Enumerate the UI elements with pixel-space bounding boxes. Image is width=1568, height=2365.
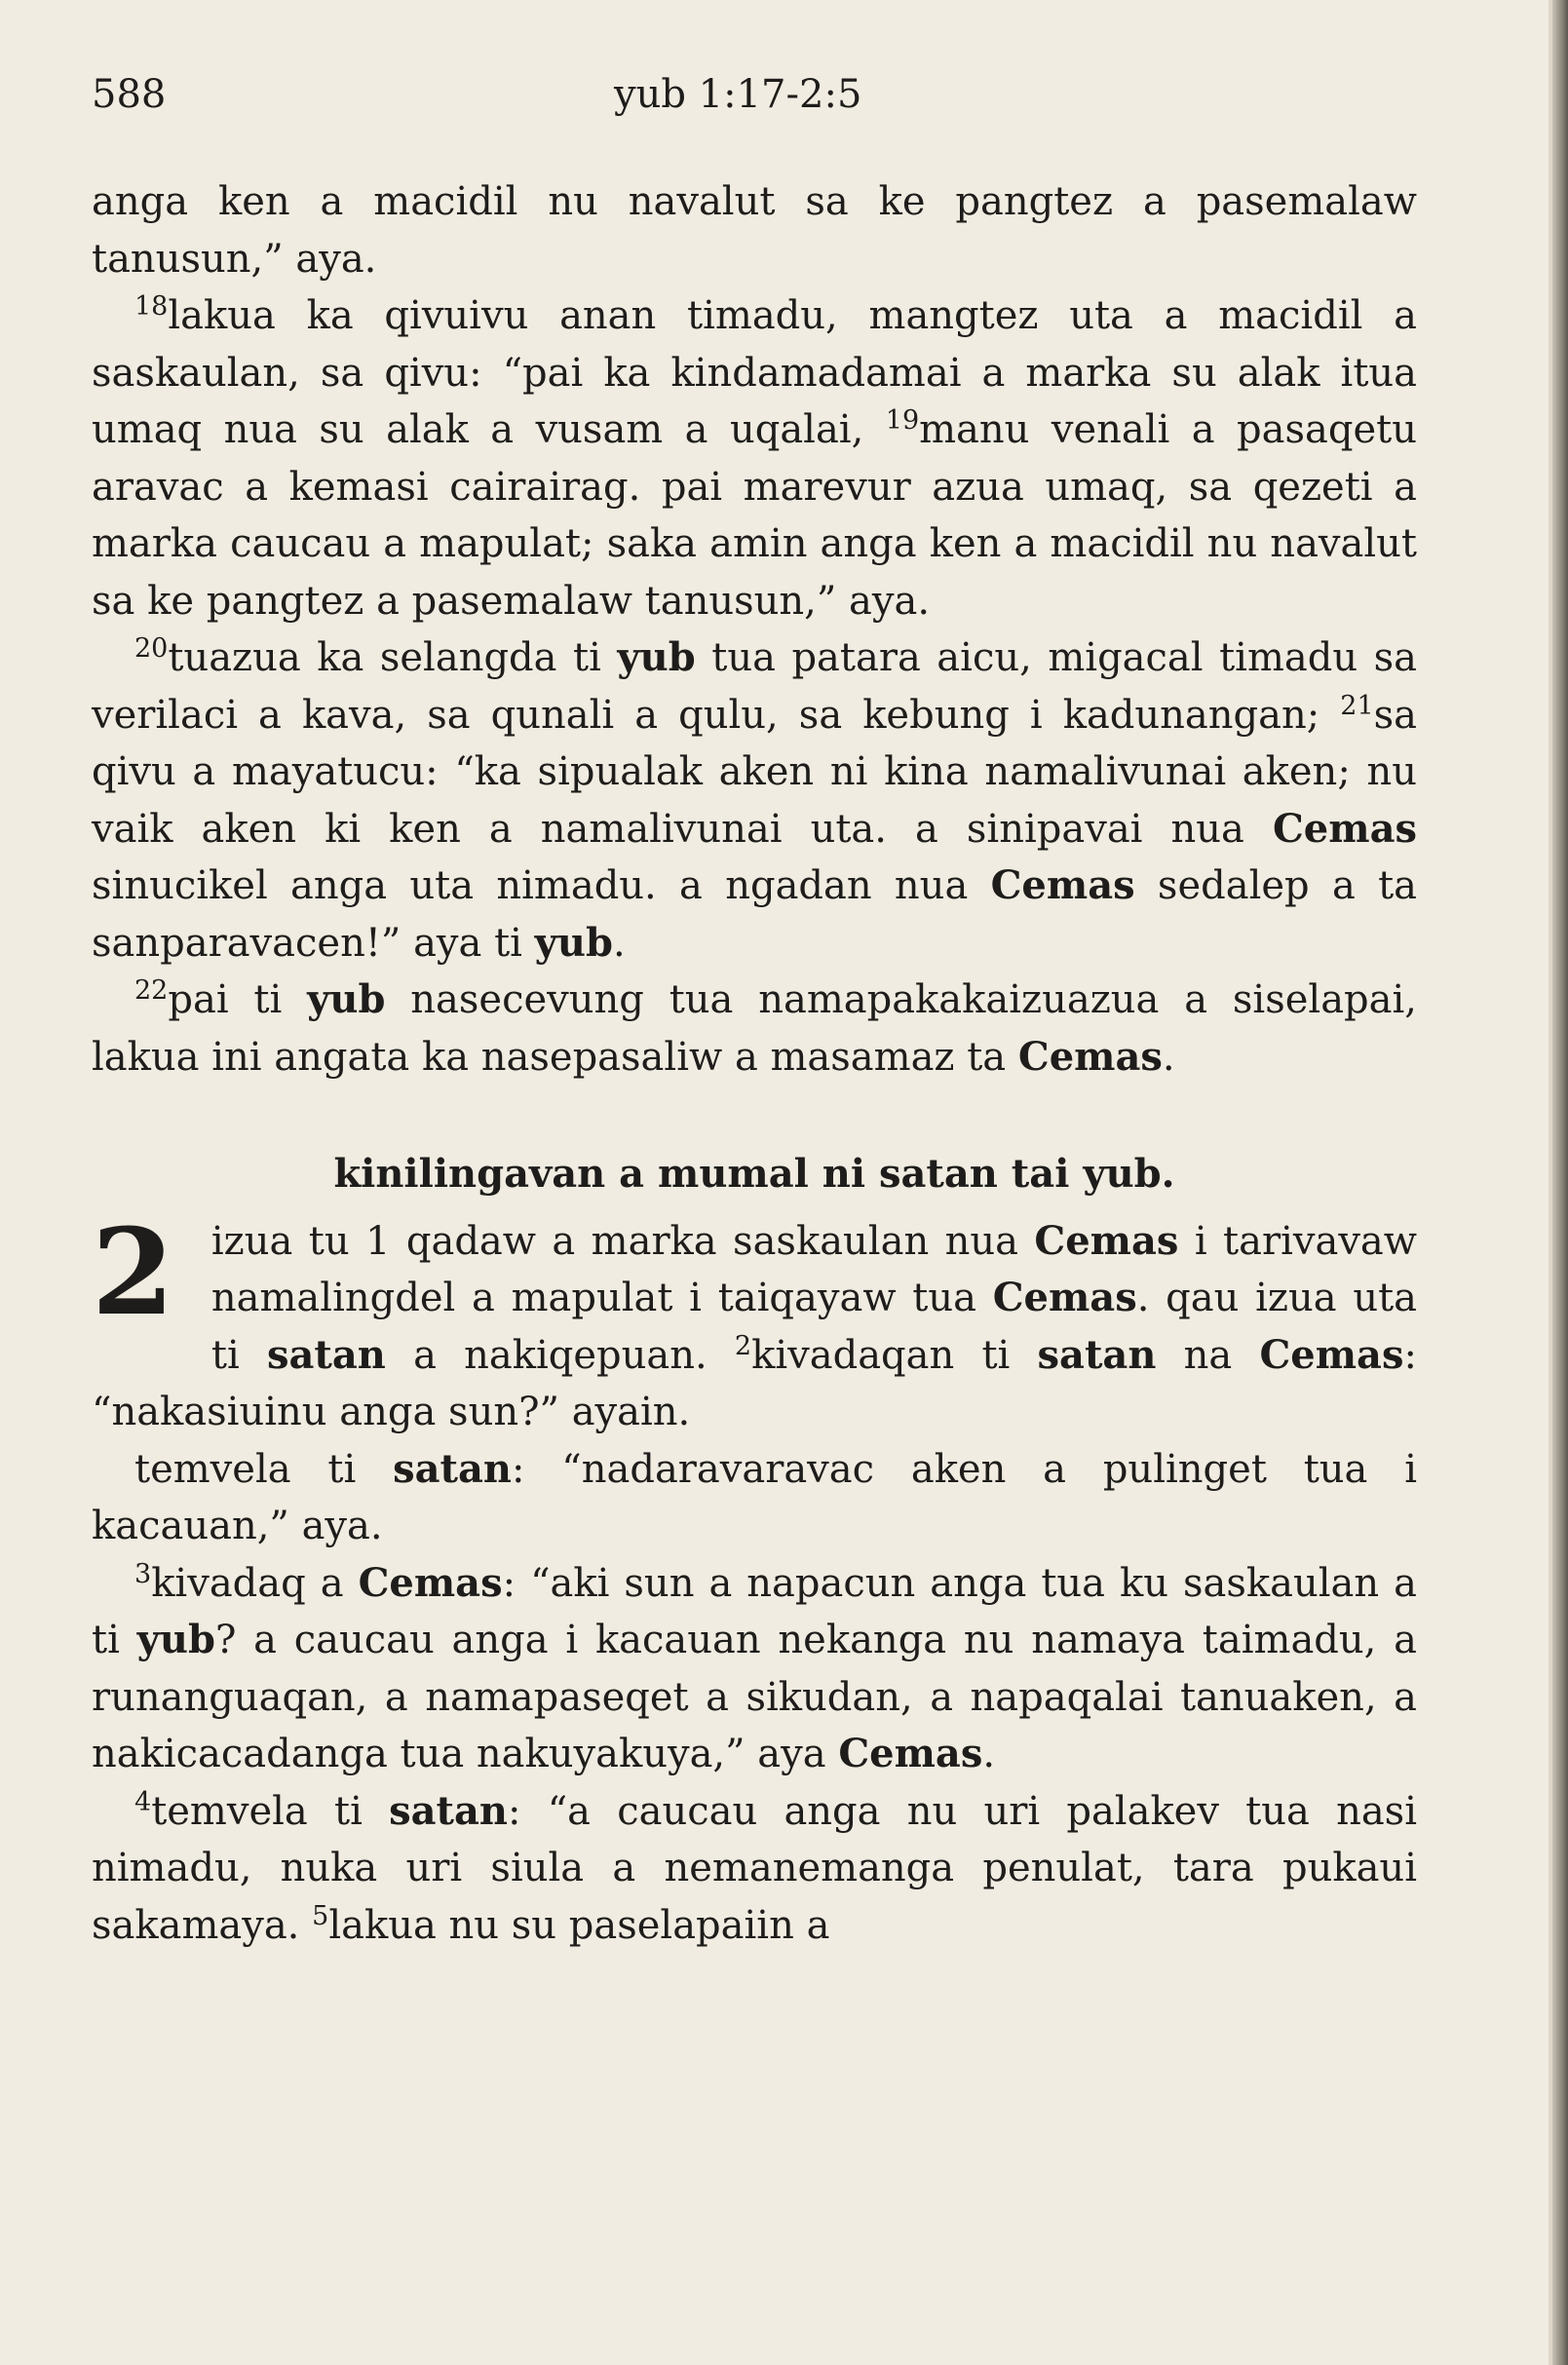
page-number: 588 (92, 72, 167, 117)
bold-name: yub (136, 1617, 215, 1662)
text-run: . (1162, 1034, 1175, 1080)
bold-name: yub (307, 976, 386, 1022)
text-run: izua tu 1 qadaw a marka saskaulan nua (210, 1218, 1035, 1264)
text-run: temvela ti (134, 1446, 394, 1492)
text-run: tuazua ka selangda ti (168, 635, 618, 680)
bold-name: Cemas (990, 862, 1135, 908)
paragraph (92, 1441, 1417, 1555)
text-run: lakua ka qivuivu anan timadu, mangtez uta a macidil a saskaulan, sa qivu: “pai ka kindamadamai a marka su alak itua umaq nua su alak a vusam a uqalai, (92, 293, 1417, 452)
text-run: i tarivavaw namalingdel a mapulat i taiqayaw tua (210, 1218, 1418, 1320)
text-run: kivadaq a (151, 1560, 359, 1606)
verse-number: 5 (312, 1900, 329, 1931)
text-run: pai ti (168, 977, 308, 1022)
text-run: : “nadaravaravac aken a pulinget tua i kacauan,” aya. (92, 1446, 1417, 1548)
bold-name: Cemas (992, 1275, 1137, 1320)
text-run: nasecevung tua namapakakaizuazua a siselapai, lakua ini angata ka nasepasaliw a masamaz ta (92, 977, 1418, 1080)
text-run: sa qivu a mayatucu: “ka sipualak aken ni kina namalivunai aken; nu vaik aken ki ken a namalivunai uta. a sinipavai nua (92, 692, 1417, 852)
chapter-2-text (92, 1201, 1418, 1955)
body-text (92, 173, 1417, 1954)
text-run: na (1156, 1332, 1260, 1378)
verse-number: 4 (134, 1786, 152, 1817)
bold-name: satan (1037, 1331, 1157, 1378)
text-run: : “a caucau anga nu uri palakev tua nasi nimadu, nuka uri siula a nemanemanga penulat, tara pukaui sakamaya. (92, 1788, 1417, 1948)
text-run: . (612, 920, 626, 966)
paragraph (92, 1783, 1417, 1955)
text-run: anga ken a macidil nu navalut sa ke pangtez a pasemalaw tanusun,” aya. (92, 179, 1417, 282)
text-run: tua patara aicu, migacal timadu sa verilaci a kava, sa qunali a qulu, sa kebung i kadunangan; (92, 635, 1417, 738)
bold-name: Cemas (1017, 1033, 1163, 1080)
paragraph (92, 972, 1417, 1086)
text-run: manu venali a pasaqetu aravac a kemasi cairairag. pai marevur azua umaq, sa qezeti a marka caucau a mapulat; saka amin anga ken a macidil nu navalut sa ke pangtez a pasemalaw tanusun,” aya. (92, 407, 1417, 624)
bold-name: Cemas (358, 1559, 503, 1606)
bold-name: Cemas (1259, 1331, 1404, 1378)
text-run: . qau izua uta ti (210, 1276, 1418, 1378)
text-run: sinucikel anga uta nimadu. a ngadan nua (92, 863, 991, 908)
paragraph (92, 287, 1417, 629)
paragraph (92, 629, 1417, 972)
chapter-number: 2 (92, 1201, 174, 1342)
bold-name: Cemas (1034, 1217, 1179, 1264)
bold-name: yub (617, 634, 696, 680)
text-run: sedalep a ta sanparavacen!” aya ti (92, 863, 1418, 966)
verse-number: 20 (134, 633, 169, 664)
bold-name: Cemas (838, 1731, 983, 1776)
bold-name: satan (266, 1331, 386, 1378)
verse-number: 2 (734, 1330, 752, 1361)
bold-name: satan (389, 1787, 508, 1834)
text-run: temvela ti (151, 1788, 390, 1834)
verse-number: 22 (134, 975, 169, 1006)
text-run: a nakiqepuan. (385, 1332, 735, 1378)
paragraph (92, 1201, 1418, 1441)
section-heading: kinilingavan a mumal ni satan tai yub. (333, 1151, 1175, 1197)
verse-number: 19 (885, 405, 920, 436)
running-head: yub 1:17-2:5 (614, 72, 862, 117)
bold-name: yub (534, 919, 613, 966)
paragraph (92, 173, 1417, 287)
verse-number: 21 (1340, 690, 1374, 721)
text-run: : “aki sun a napacun anga tua ku saskaulan a ti (92, 1560, 1417, 1662)
book-edge-shadow (1552, 0, 1568, 2365)
bold-name: satan (393, 1445, 512, 1492)
text-run: kivadaqan ti (751, 1332, 1038, 1378)
page-header (92, 72, 1436, 131)
chapter-1-text (92, 173, 1417, 1086)
text-run: . (982, 1732, 996, 1776)
verse-number: 3 (134, 1558, 152, 1589)
text-run: : “nakasiuinu anga sun?” ayain. (92, 1332, 1417, 1434)
chapter-2-paragraphs (92, 1201, 1418, 1955)
text-run: lakua nu su paselapaiin a (328, 1902, 830, 1948)
bold-name: Cemas (1272, 805, 1417, 852)
text-run: ? a caucau anga i kacauan nekanga nu namaya taimadu, a runanguaqan, a namapaseqet a sikudan, a napaqalai tanuaken, a nakicacadanga tua nakuyakuya,” aya (92, 1618, 1417, 1776)
verse-number: 18 (134, 291, 169, 322)
paragraph (92, 1555, 1417, 1783)
